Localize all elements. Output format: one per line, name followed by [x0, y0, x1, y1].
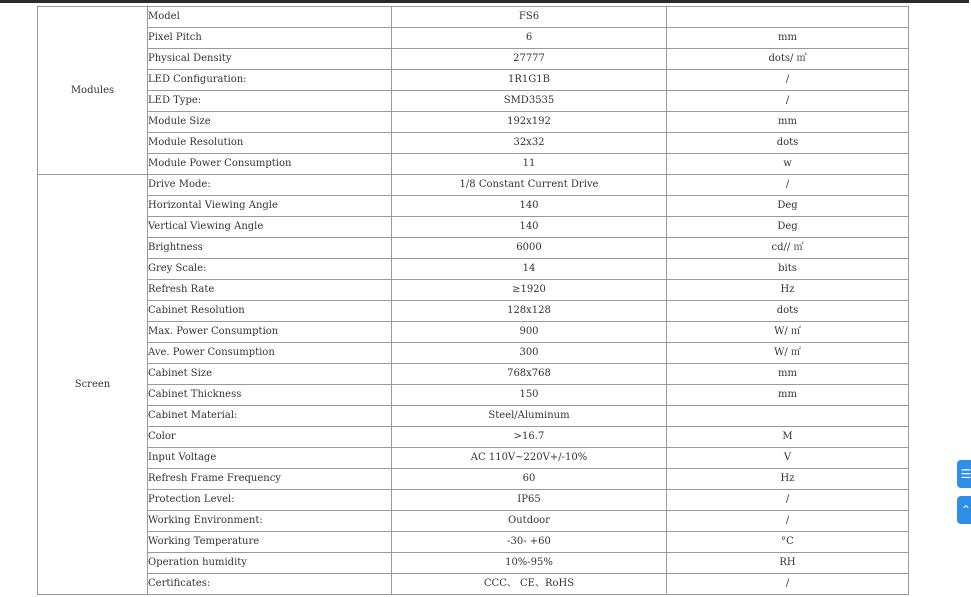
spec-value: Steel/Aluminum — [392, 406, 667, 427]
spec-name: Pixel Pitch — [148, 28, 392, 49]
spec-name: Operation humidity — [148, 553, 392, 574]
spec-value: IP65 — [392, 490, 667, 511]
spec-value: 14 — [392, 259, 667, 280]
spec-name: Grey Scale: — [148, 259, 392, 280]
spec-value: SMD3535 — [392, 91, 667, 112]
spec-table-body — [38, 7, 909, 595]
spec-row — [38, 322, 909, 343]
spec-unit: dots — [667, 133, 909, 154]
spec-unit: / — [667, 511, 909, 532]
spec-name: Module Power Consumption — [148, 154, 392, 175]
back-to-top-button[interactable] — [957, 496, 971, 524]
spec-row — [38, 364, 909, 385]
spec-value: ≥1920 — [392, 280, 667, 301]
spec-unit: M — [667, 427, 909, 448]
spec-unit: mm — [667, 28, 909, 49]
spec-value: 768x768 — [392, 364, 667, 385]
spec-name: Refresh Frame Frequency — [148, 469, 392, 490]
spec-name: Cabinet Resolution — [148, 301, 392, 322]
spec-value: CCC、 CE、RoHS — [392, 574, 667, 595]
spec-value: 60 — [392, 469, 667, 490]
spec-name: Protection Level: — [148, 490, 392, 511]
spec-row — [38, 301, 909, 322]
spec-name: LED Type: — [148, 91, 392, 112]
spec-unit: w — [667, 154, 909, 175]
spec-row — [38, 112, 909, 133]
spec-name: Drive Mode: — [148, 175, 392, 196]
spec-row — [38, 280, 909, 301]
spec-name: Cabinet Thickness — [148, 385, 392, 406]
group-label-screen: Screen — [38, 175, 148, 595]
spec-value: 192x192 — [392, 112, 667, 133]
spec-unit: / — [667, 70, 909, 91]
spec-unit: dots/ ㎡ — [667, 49, 909, 70]
group-label-modules: Modules — [38, 7, 148, 175]
spec-unit: dots — [667, 301, 909, 322]
spec-unit: / — [667, 574, 909, 595]
spec-unit — [667, 7, 909, 28]
spec-row — [38, 133, 909, 154]
spec-row — [38, 7, 909, 28]
spec-name: Refresh Rate — [148, 280, 392, 301]
spec-unit: / — [667, 490, 909, 511]
spec-unit: / — [667, 91, 909, 112]
back-to-top-icon: ⌃ — [960, 503, 971, 517]
spec-row — [38, 49, 909, 70]
spec-name: Module Resolution — [148, 133, 392, 154]
spec-row — [38, 28, 909, 49]
spec-row — [38, 406, 909, 427]
spec-row — [38, 238, 909, 259]
top-bar — [0, 0, 969, 3]
spec-name: LED Configuration: — [148, 70, 392, 91]
spec-name: Vertical Viewing Angle — [148, 217, 392, 238]
spec-unit: V — [667, 448, 909, 469]
spec-unit: °C — [667, 532, 909, 553]
spec-row — [38, 511, 909, 532]
spec-name: Certificates: — [148, 574, 392, 595]
spec-table — [37, 6, 909, 595]
spec-value: 1/8 Constant Current Drive — [392, 175, 667, 196]
spec-unit: Hz — [667, 469, 909, 490]
spec-row — [38, 385, 909, 406]
spec-row — [38, 532, 909, 553]
spec-value: 27777 — [392, 49, 667, 70]
spec-unit: bits — [667, 259, 909, 280]
spec-unit: mm — [667, 112, 909, 133]
spec-unit: Hz — [667, 280, 909, 301]
spec-value: 11 — [392, 154, 667, 175]
spec-value: 900 — [392, 322, 667, 343]
spec-unit: RH — [667, 553, 909, 574]
spec-name: Working Temperature — [148, 532, 392, 553]
spec-name: Cabinet Material: — [148, 406, 392, 427]
spec-unit: cd// ㎡ — [667, 238, 909, 259]
spec-row — [38, 154, 909, 175]
spec-value: 150 — [392, 385, 667, 406]
spec-row — [38, 343, 909, 364]
spec-value: FS6 — [392, 7, 667, 28]
spec-row — [38, 553, 909, 574]
spec-name: Ave. Power Consumption — [148, 343, 392, 364]
spec-name: Horizontal Viewing Angle — [148, 196, 392, 217]
spec-value: >16.7 — [392, 427, 667, 448]
spec-row — [38, 91, 909, 112]
spec-row — [38, 259, 909, 280]
spec-name: Working Environment: — [148, 511, 392, 532]
spec-row — [38, 70, 909, 91]
spec-unit: W/ ㎡ — [667, 343, 909, 364]
spec-unit: / — [667, 175, 909, 196]
spec-value: 300 — [392, 343, 667, 364]
spec-row — [38, 196, 909, 217]
spec-value: Outdoor — [392, 511, 667, 532]
spec-unit: mm — [667, 385, 909, 406]
spec-row — [38, 448, 909, 469]
spec-value: 10%-95% — [392, 553, 667, 574]
spec-value: 6000 — [392, 238, 667, 259]
spec-row — [38, 427, 909, 448]
spec-row — [38, 175, 909, 196]
spec-row — [38, 217, 909, 238]
spec-name: Color — [148, 427, 392, 448]
spec-unit: Deg — [667, 217, 909, 238]
spec-value: 1R1G1B — [392, 70, 667, 91]
spec-value: AC 110V~220V+/-10% — [392, 448, 667, 469]
spec-value: -30- +60 — [392, 532, 667, 553]
spec-unit: Deg — [667, 196, 909, 217]
spec-name: Module Size — [148, 112, 392, 133]
spec-unit: mm — [667, 364, 909, 385]
spec-value: 140 — [392, 196, 667, 217]
spec-value: 32x32 — [392, 133, 667, 154]
spec-row — [38, 490, 909, 511]
spec-unit: W/ ㎡ — [667, 322, 909, 343]
spec-row — [38, 469, 909, 490]
spec-name: Cabinet Size — [148, 364, 392, 385]
spec-value: 140 — [392, 217, 667, 238]
spec-name: Brightness — [148, 238, 392, 259]
spec-value: 6 — [392, 28, 667, 49]
spec-name: Model — [148, 7, 392, 28]
list-menu-button[interactable] — [957, 460, 971, 488]
spec-row — [38, 574, 909, 595]
spec-value: 128x128 — [392, 301, 667, 322]
list-icon: ☰ — [960, 467, 971, 481]
spec-unit — [667, 406, 909, 427]
spec-name: Max. Power Consumption — [148, 322, 392, 343]
spec-name: Input Voltage — [148, 448, 392, 469]
spec-name: Physical Density — [148, 49, 392, 70]
